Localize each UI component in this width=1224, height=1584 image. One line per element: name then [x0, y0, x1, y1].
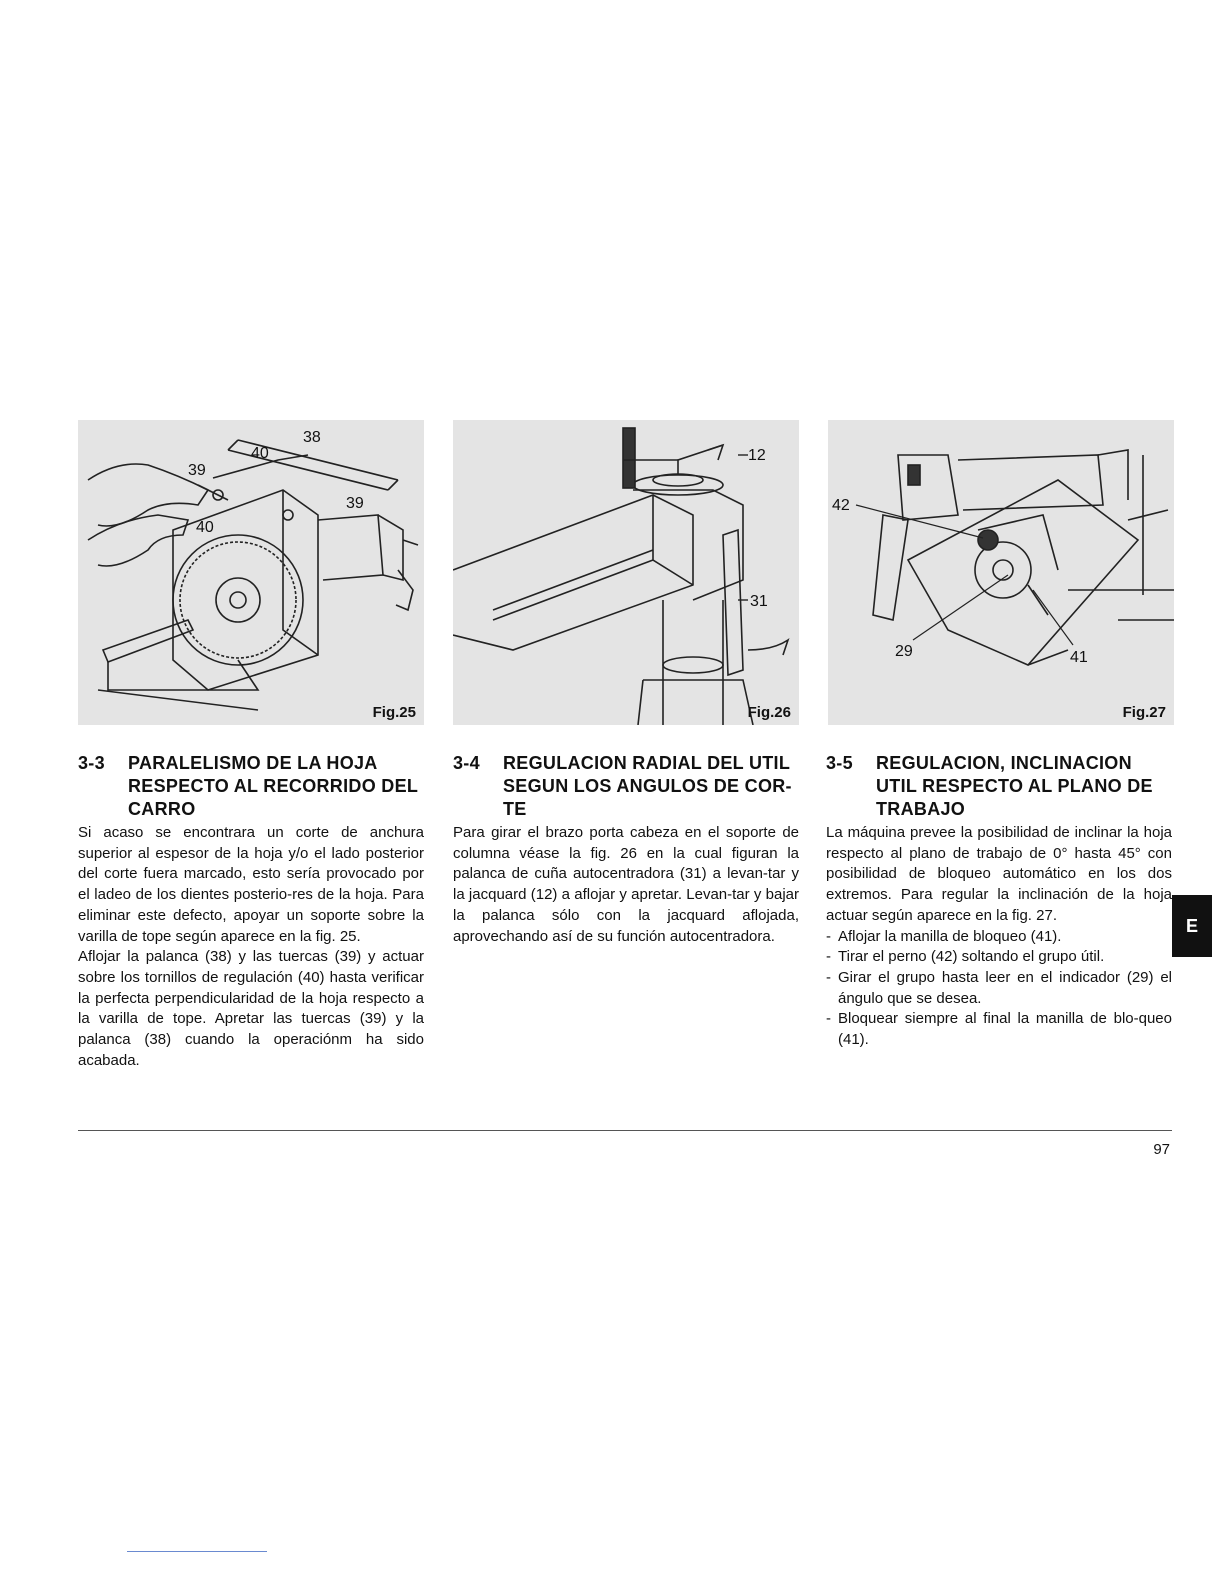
figure-25-caption: Fig.25: [372, 704, 416, 721]
page-number: 97: [1153, 1141, 1170, 1158]
section-3-5-paragraph-1: La máquina prevee la posibilidad de inclinar la hoja respecto al plano de trabajo de 0° hasta 45° con posibilidad de bloqueo automático en los dos extremos. Para regular la inclinación de la hoja actuar según aparece en la fig. 27.: [826, 824, 1172, 924]
section-title: REGULACION RADIAL DEL UTIL SEGUN LOS ANGULOS DE COR-TE: [503, 753, 792, 819]
language-tab: E: [1172, 895, 1212, 957]
fig25-label-39a: 39: [188, 462, 206, 479]
section-3-4-paragraph-1: Para girar el brazo porta cabeza en el soporte de columna véase la fig. 26 en la cual figuran la palanca de cuña autocentradora (31) a levan-tar y la jacquard (12) a aflojar y apretar. Levan-tar y bajar la palanca sólo con la jacquard aflojada, aprovechando así de su función autocentradora.: [453, 824, 799, 945]
figure-27: [828, 420, 1174, 725]
section-3-4: [453, 752, 799, 947]
list-item: - Tirar el perno (42) soltando el grupo útil.: [826, 947, 1172, 968]
footer-rule: [78, 1130, 1172, 1131]
section-3-3: [78, 752, 424, 1071]
section-3-4-heading: [453, 752, 799, 821]
section-3-3-paragraph-2: Aflojar la palanca (38) y las tuercas (39) y actuar sobre los tornillos de regulación (40) hasta verificar la perfecta perpendicularidad de la hoja respecto a la varilla de tope. Apretar las tuercas (39) y la palanca (38) cuando la operaciónm ha sido acabada.: [78, 948, 424, 1069]
section-3-3-heading: [78, 752, 424, 821]
list-item: - Girar el grupo hasta leer en el indicador (29) el ángulo que se desea.: [826, 968, 1172, 1009]
figure-25: [78, 420, 424, 725]
figure-25-illustration: [78, 420, 424, 725]
fig27-label-42: 42: [832, 497, 850, 514]
section-number: 3-4: [453, 753, 480, 773]
figure-27-illustration: [828, 420, 1174, 725]
fig25-label-39b: 39: [346, 495, 364, 512]
section-number: 3-3: [78, 753, 105, 773]
figure-27-caption: Fig.27: [1122, 704, 1166, 721]
fig26-label-12: 12: [748, 447, 766, 464]
list-item: - Aflojar la manilla de bloqueo (41).: [826, 927, 1172, 948]
section-3-5-heading: [826, 752, 1172, 821]
section-3-3-paragraph-1: Si acaso se encontrara un corte de anchura superior al espesor de la hoja y/o el lado posterior del corte fuera marcado, esto sería provocado por el ladeo de los dientes posterio-res de la hoja. Para eliminar este defecto, apoyar un soporte sobre la varilla de tope según aparece en la fig. 25.: [78, 824, 424, 945]
figure-26-illustration: [453, 420, 799, 725]
fig26-label-31: 31: [750, 593, 768, 610]
footer-link-line: [127, 1551, 267, 1552]
figure-26: [453, 420, 799, 725]
fig27-label-41: 41: [1070, 649, 1088, 666]
section-3-5: [826, 752, 1172, 1051]
fig27-label-29: 29: [895, 643, 913, 660]
section-3-5-steps: [826, 927, 1172, 1051]
section-number: 3-5: [826, 753, 853, 773]
fig25-label-38: 38: [303, 429, 321, 446]
fig25-label-40b: 40: [196, 519, 214, 536]
fig25-label-40a: 40: [251, 445, 269, 462]
section-title: REGULACION, INCLINACION UTIL RESPECTO AL PLANO DE TRABAJO: [876, 753, 1153, 819]
section-title: PARALELISMO DE LA HOJA RESPECTO AL RECORRIDO DEL CARRO: [128, 753, 418, 819]
list-item: - Bloquear siempre al final la manilla de blo-queo (41).: [826, 1009, 1172, 1050]
figure-26-caption: Fig.26: [747, 704, 791, 721]
